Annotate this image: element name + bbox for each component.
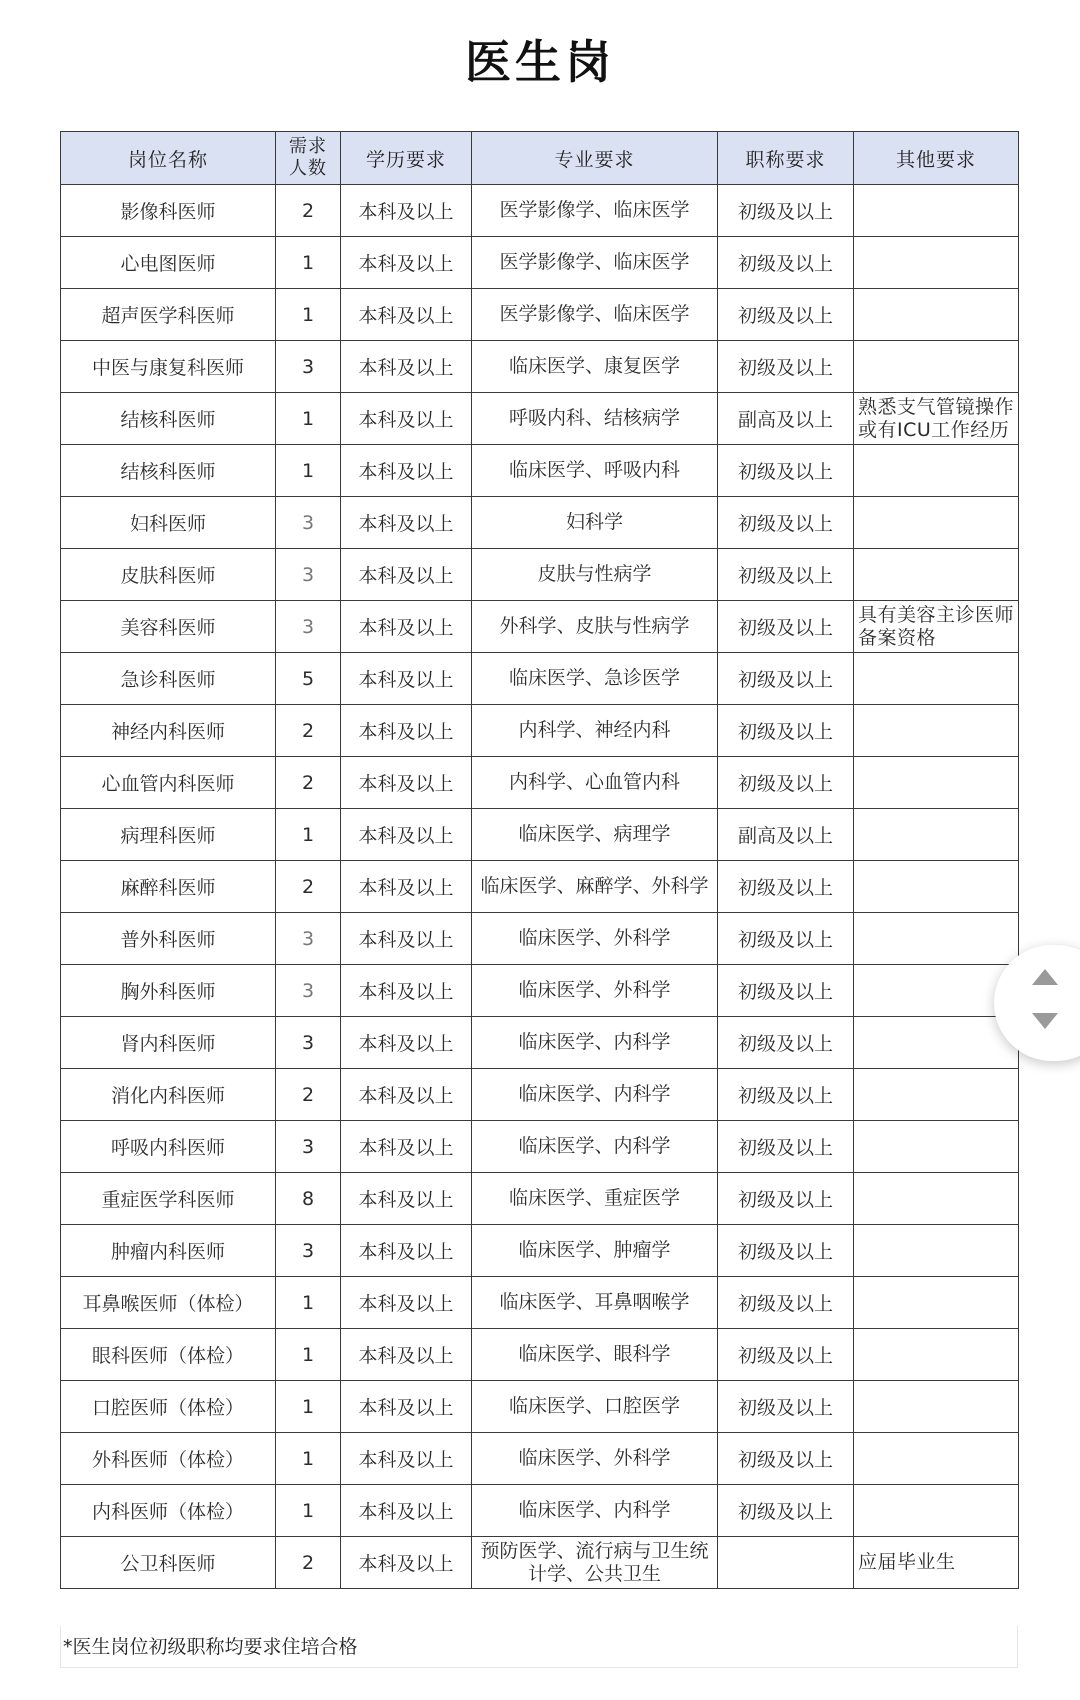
cell-title-requirement: 初级及以上 bbox=[718, 757, 854, 809]
cell-major: 临床医学、呼吸内科 bbox=[472, 445, 718, 497]
cell-position: 消化内科医师 bbox=[61, 1069, 276, 1121]
cell-major: 医学影像学、临床医学 bbox=[472, 237, 718, 289]
cell-education: 本科及以上 bbox=[341, 861, 472, 913]
cell-title-requirement: 初级及以上 bbox=[718, 653, 854, 705]
cell-count: 3 bbox=[276, 913, 341, 965]
cell-education: 本科及以上 bbox=[341, 809, 472, 861]
cell-education: 本科及以上 bbox=[341, 1173, 472, 1225]
cell-count: 1 bbox=[276, 1433, 341, 1485]
cell-other bbox=[854, 1225, 1019, 1277]
cell-count: 1 bbox=[276, 809, 341, 861]
cell-count: 3 bbox=[276, 497, 341, 549]
cell-position: 耳鼻喉医师（体检） bbox=[61, 1277, 276, 1329]
cell-title-requirement: 初级及以上 bbox=[718, 1485, 854, 1537]
table-row bbox=[61, 393, 1019, 445]
cell-major: 临床医学、内科学 bbox=[472, 1485, 718, 1537]
cell-other bbox=[854, 1069, 1019, 1121]
cell-other bbox=[854, 445, 1019, 497]
cell-education: 本科及以上 bbox=[341, 1121, 472, 1173]
cell-title-requirement: 初级及以上 bbox=[718, 549, 854, 601]
cell-other bbox=[854, 1017, 1019, 1069]
cell-other bbox=[854, 913, 1019, 965]
cell-position: 结核科医师 bbox=[61, 445, 276, 497]
table-row bbox=[61, 289, 1019, 341]
cell-count: 3 bbox=[276, 601, 341, 653]
cell-count: 1 bbox=[276, 1277, 341, 1329]
cell-education: 本科及以上 bbox=[341, 549, 472, 601]
cell-title-requirement: 初级及以上 bbox=[718, 1433, 854, 1485]
cell-other bbox=[854, 185, 1019, 237]
cell-major: 临床医学、肿瘤学 bbox=[472, 1225, 718, 1277]
table-body bbox=[61, 185, 1019, 1589]
cell-major: 内科学、心血管内科 bbox=[472, 757, 718, 809]
cell-major: 临床医学、内科学 bbox=[472, 1121, 718, 1173]
cell-other bbox=[854, 809, 1019, 861]
cell-title-requirement: 初级及以上 bbox=[718, 1069, 854, 1121]
cell-major: 内科学、神经内科 bbox=[472, 705, 718, 757]
cell-major: 外科学、皮肤与性病学 bbox=[472, 601, 718, 653]
header-education: 学历要求 bbox=[341, 132, 472, 185]
triangle-down-icon[interactable] bbox=[1030, 1011, 1060, 1031]
cell-title-requirement: 初级及以上 bbox=[718, 913, 854, 965]
header-position: 岗位名称 bbox=[61, 132, 276, 185]
cell-position: 超声医学科医师 bbox=[61, 289, 276, 341]
cell-count: 8 bbox=[276, 1173, 341, 1225]
cell-count: 1 bbox=[276, 1329, 341, 1381]
cell-position: 心电图医师 bbox=[61, 237, 276, 289]
table-row bbox=[61, 1277, 1019, 1329]
cell-education: 本科及以上 bbox=[341, 1537, 472, 1589]
cell-other: 熟悉支气管镜操作或有ICU工作经历 bbox=[854, 393, 1019, 445]
cell-education: 本科及以上 bbox=[341, 237, 472, 289]
cell-education: 本科及以上 bbox=[341, 1017, 472, 1069]
cell-major: 妇科学 bbox=[472, 497, 718, 549]
cell-other bbox=[854, 1381, 1019, 1433]
cell-education: 本科及以上 bbox=[341, 393, 472, 445]
cell-title-requirement: 初级及以上 bbox=[718, 237, 854, 289]
table-row bbox=[61, 601, 1019, 653]
header-count-line1: 需求 bbox=[289, 136, 327, 157]
cell-position: 肿瘤内科医师 bbox=[61, 1225, 276, 1277]
cell-other bbox=[854, 705, 1019, 757]
cell-title-requirement: 初级及以上 bbox=[718, 497, 854, 549]
cell-count: 2 bbox=[276, 861, 341, 913]
cell-title-requirement bbox=[718, 1537, 854, 1589]
table-row bbox=[61, 705, 1019, 757]
cell-count: 5 bbox=[276, 653, 341, 705]
cell-title-requirement: 初级及以上 bbox=[718, 1173, 854, 1225]
cell-education: 本科及以上 bbox=[341, 497, 472, 549]
cell-education: 本科及以上 bbox=[341, 965, 472, 1017]
cell-position: 口腔医师（体检） bbox=[61, 1381, 276, 1433]
cell-title-requirement: 初级及以上 bbox=[718, 965, 854, 1017]
cell-major: 呼吸内科、结核病学 bbox=[472, 393, 718, 445]
cell-count: 3 bbox=[276, 341, 341, 393]
cell-count: 2 bbox=[276, 1537, 341, 1589]
cell-position: 胸外科医师 bbox=[61, 965, 276, 1017]
cell-count: 1 bbox=[276, 445, 341, 497]
cell-title-requirement: 副高及以上 bbox=[718, 809, 854, 861]
cell-title-requirement: 初级及以上 bbox=[718, 861, 854, 913]
cell-count: 1 bbox=[276, 393, 341, 445]
cell-count: 3 bbox=[276, 1121, 341, 1173]
cell-other bbox=[854, 1277, 1019, 1329]
header-title-requirement: 职称要求 bbox=[718, 132, 854, 185]
cell-position: 神经内科医师 bbox=[61, 705, 276, 757]
cell-other bbox=[854, 497, 1019, 549]
header-count-line2: 人数 bbox=[289, 158, 327, 179]
cell-other bbox=[854, 861, 1019, 913]
cell-major: 临床医学、麻醉学、外科学 bbox=[472, 861, 718, 913]
table-header bbox=[61, 132, 1019, 185]
cell-count: 1 bbox=[276, 1381, 341, 1433]
cell-major: 临床医学、急诊医学 bbox=[472, 653, 718, 705]
cell-count: 3 bbox=[276, 1225, 341, 1277]
cell-education: 本科及以上 bbox=[341, 653, 472, 705]
cell-other bbox=[854, 1329, 1019, 1381]
cell-position: 中医与康复科医师 bbox=[61, 341, 276, 393]
recruitment-table bbox=[60, 131, 1019, 1589]
table-row bbox=[61, 1121, 1019, 1173]
cell-other bbox=[854, 1121, 1019, 1173]
cell-major: 临床医学、外科学 bbox=[472, 1433, 718, 1485]
cell-position: 肾内科医师 bbox=[61, 1017, 276, 1069]
table-row bbox=[61, 757, 1019, 809]
cell-position: 皮肤科医师 bbox=[61, 549, 276, 601]
table-row bbox=[61, 1225, 1019, 1277]
cell-other bbox=[854, 1485, 1019, 1537]
cell-position: 呼吸内科医师 bbox=[61, 1121, 276, 1173]
cell-education: 本科及以上 bbox=[341, 757, 472, 809]
table-row bbox=[61, 1381, 1019, 1433]
cell-other bbox=[854, 1173, 1019, 1225]
cell-position: 麻醉科医师 bbox=[61, 861, 276, 913]
cell-major: 临床医学、口腔医学 bbox=[472, 1381, 718, 1433]
cell-title-requirement: 初级及以上 bbox=[718, 1381, 854, 1433]
cell-education: 本科及以上 bbox=[341, 1329, 472, 1381]
table-row bbox=[61, 549, 1019, 601]
table-row bbox=[61, 913, 1019, 965]
cell-title-requirement: 初级及以上 bbox=[718, 341, 854, 393]
cell-title-requirement: 初级及以上 bbox=[718, 445, 854, 497]
cell-title-requirement: 初级及以上 bbox=[718, 1017, 854, 1069]
cell-count: 1 bbox=[276, 1485, 341, 1537]
cell-other: 具有美容主诊医师备案资格 bbox=[854, 601, 1019, 653]
page-title: 医生岗 bbox=[465, 35, 615, 89]
cell-major: 临床医学、内科学 bbox=[472, 1017, 718, 1069]
cell-title-requirement: 副高及以上 bbox=[718, 393, 854, 445]
cell-other bbox=[854, 237, 1019, 289]
cell-title-requirement: 初级及以上 bbox=[718, 705, 854, 757]
header-row bbox=[61, 132, 1019, 185]
table-row bbox=[61, 1069, 1019, 1121]
cell-count: 2 bbox=[276, 185, 341, 237]
table-row bbox=[61, 1433, 1019, 1485]
table-row bbox=[61, 1485, 1019, 1537]
cell-major: 临床医学、重症医学 bbox=[472, 1173, 718, 1225]
cell-major: 临床医学、病理学 bbox=[472, 809, 718, 861]
cell-major: 临床医学、眼科学 bbox=[472, 1329, 718, 1381]
cell-education: 本科及以上 bbox=[341, 341, 472, 393]
cell-major: 临床医学、耳鼻咽喉学 bbox=[472, 1277, 718, 1329]
cell-count: 3 bbox=[276, 1017, 341, 1069]
cell-other bbox=[854, 757, 1019, 809]
cell-position: 病理科医师 bbox=[61, 809, 276, 861]
cell-position: 影像科医师 bbox=[61, 185, 276, 237]
cell-other bbox=[854, 549, 1019, 601]
header-count bbox=[276, 132, 341, 185]
cell-education: 本科及以上 bbox=[341, 1381, 472, 1433]
table-row bbox=[61, 809, 1019, 861]
recruitment-table-container bbox=[60, 131, 1018, 1589]
cell-education: 本科及以上 bbox=[341, 913, 472, 965]
cell-title-requirement: 初级及以上 bbox=[718, 1225, 854, 1277]
header-other: 其他要求 bbox=[854, 132, 1019, 185]
table-row bbox=[61, 1017, 1019, 1069]
cell-position: 普外科医师 bbox=[61, 913, 276, 965]
cell-title-requirement: 初级及以上 bbox=[718, 289, 854, 341]
table-row bbox=[61, 1329, 1019, 1381]
cell-other bbox=[854, 341, 1019, 393]
table-row bbox=[61, 341, 1019, 393]
cell-title-requirement: 初级及以上 bbox=[718, 185, 854, 237]
cell-position: 眼科医师（体检） bbox=[61, 1329, 276, 1381]
cell-position: 妇科医师 bbox=[61, 497, 276, 549]
cell-count: 3 bbox=[276, 549, 341, 601]
cell-education: 本科及以上 bbox=[341, 1069, 472, 1121]
footnote: *医生岗位初级职称均要求住培合格 bbox=[60, 1626, 1018, 1668]
cell-major: 临床医学、外科学 bbox=[472, 913, 718, 965]
cell-position: 公卫科医师 bbox=[61, 1537, 276, 1589]
cell-count: 3 bbox=[276, 965, 341, 1017]
cell-education: 本科及以上 bbox=[341, 445, 472, 497]
cell-major: 临床医学、康复医学 bbox=[472, 341, 718, 393]
cell-count: 1 bbox=[276, 289, 341, 341]
cell-other bbox=[854, 1433, 1019, 1485]
cell-position: 重症医学科医师 bbox=[61, 1173, 276, 1225]
table-row bbox=[61, 185, 1019, 237]
triangle-up-icon[interactable] bbox=[1030, 967, 1060, 987]
cell-title-requirement: 初级及以上 bbox=[718, 1277, 854, 1329]
cell-education: 本科及以上 bbox=[341, 289, 472, 341]
cell-position: 美容科医师 bbox=[61, 601, 276, 653]
cell-education: 本科及以上 bbox=[341, 1225, 472, 1277]
cell-position: 心血管内科医师 bbox=[61, 757, 276, 809]
cell-other bbox=[854, 653, 1019, 705]
table-row bbox=[61, 1537, 1019, 1589]
cell-other bbox=[854, 289, 1019, 341]
cell-count: 2 bbox=[276, 1069, 341, 1121]
cell-count: 1 bbox=[276, 237, 341, 289]
cell-major: 临床医学、外科学 bbox=[472, 965, 718, 1017]
table-row bbox=[61, 237, 1019, 289]
cell-major: 皮肤与性病学 bbox=[472, 549, 718, 601]
cell-education: 本科及以上 bbox=[341, 1277, 472, 1329]
cell-major: 预防医学、流行病与卫生统计学、公共卫生 bbox=[472, 1537, 718, 1589]
cell-other: 应届毕业生 bbox=[854, 1537, 1019, 1589]
cell-count: 2 bbox=[276, 705, 341, 757]
table-row bbox=[61, 1173, 1019, 1225]
header-major: 专业要求 bbox=[472, 132, 718, 185]
cell-position: 内科医师（体检） bbox=[61, 1485, 276, 1537]
cell-position: 外科医师（体检） bbox=[61, 1433, 276, 1485]
cell-title-requirement: 初级及以上 bbox=[718, 1121, 854, 1173]
cell-education: 本科及以上 bbox=[341, 185, 472, 237]
cell-education: 本科及以上 bbox=[341, 705, 472, 757]
cell-major: 临床医学、内科学 bbox=[472, 1069, 718, 1121]
cell-title-requirement: 初级及以上 bbox=[718, 1329, 854, 1381]
cell-position: 结核科医师 bbox=[61, 393, 276, 445]
cell-education: 本科及以上 bbox=[341, 601, 472, 653]
cell-position: 急诊科医师 bbox=[61, 653, 276, 705]
table-row bbox=[61, 861, 1019, 913]
table-row bbox=[61, 497, 1019, 549]
cell-major: 医学影像学、临床医学 bbox=[472, 185, 718, 237]
cell-major: 医学影像学、临床医学 bbox=[472, 289, 718, 341]
cell-education: 本科及以上 bbox=[341, 1485, 472, 1537]
table-row bbox=[61, 965, 1019, 1017]
table-row bbox=[61, 445, 1019, 497]
cell-education: 本科及以上 bbox=[341, 1433, 472, 1485]
cell-count: 2 bbox=[276, 757, 341, 809]
table-row bbox=[61, 653, 1019, 705]
cell-title-requirement: 初级及以上 bbox=[718, 601, 854, 653]
